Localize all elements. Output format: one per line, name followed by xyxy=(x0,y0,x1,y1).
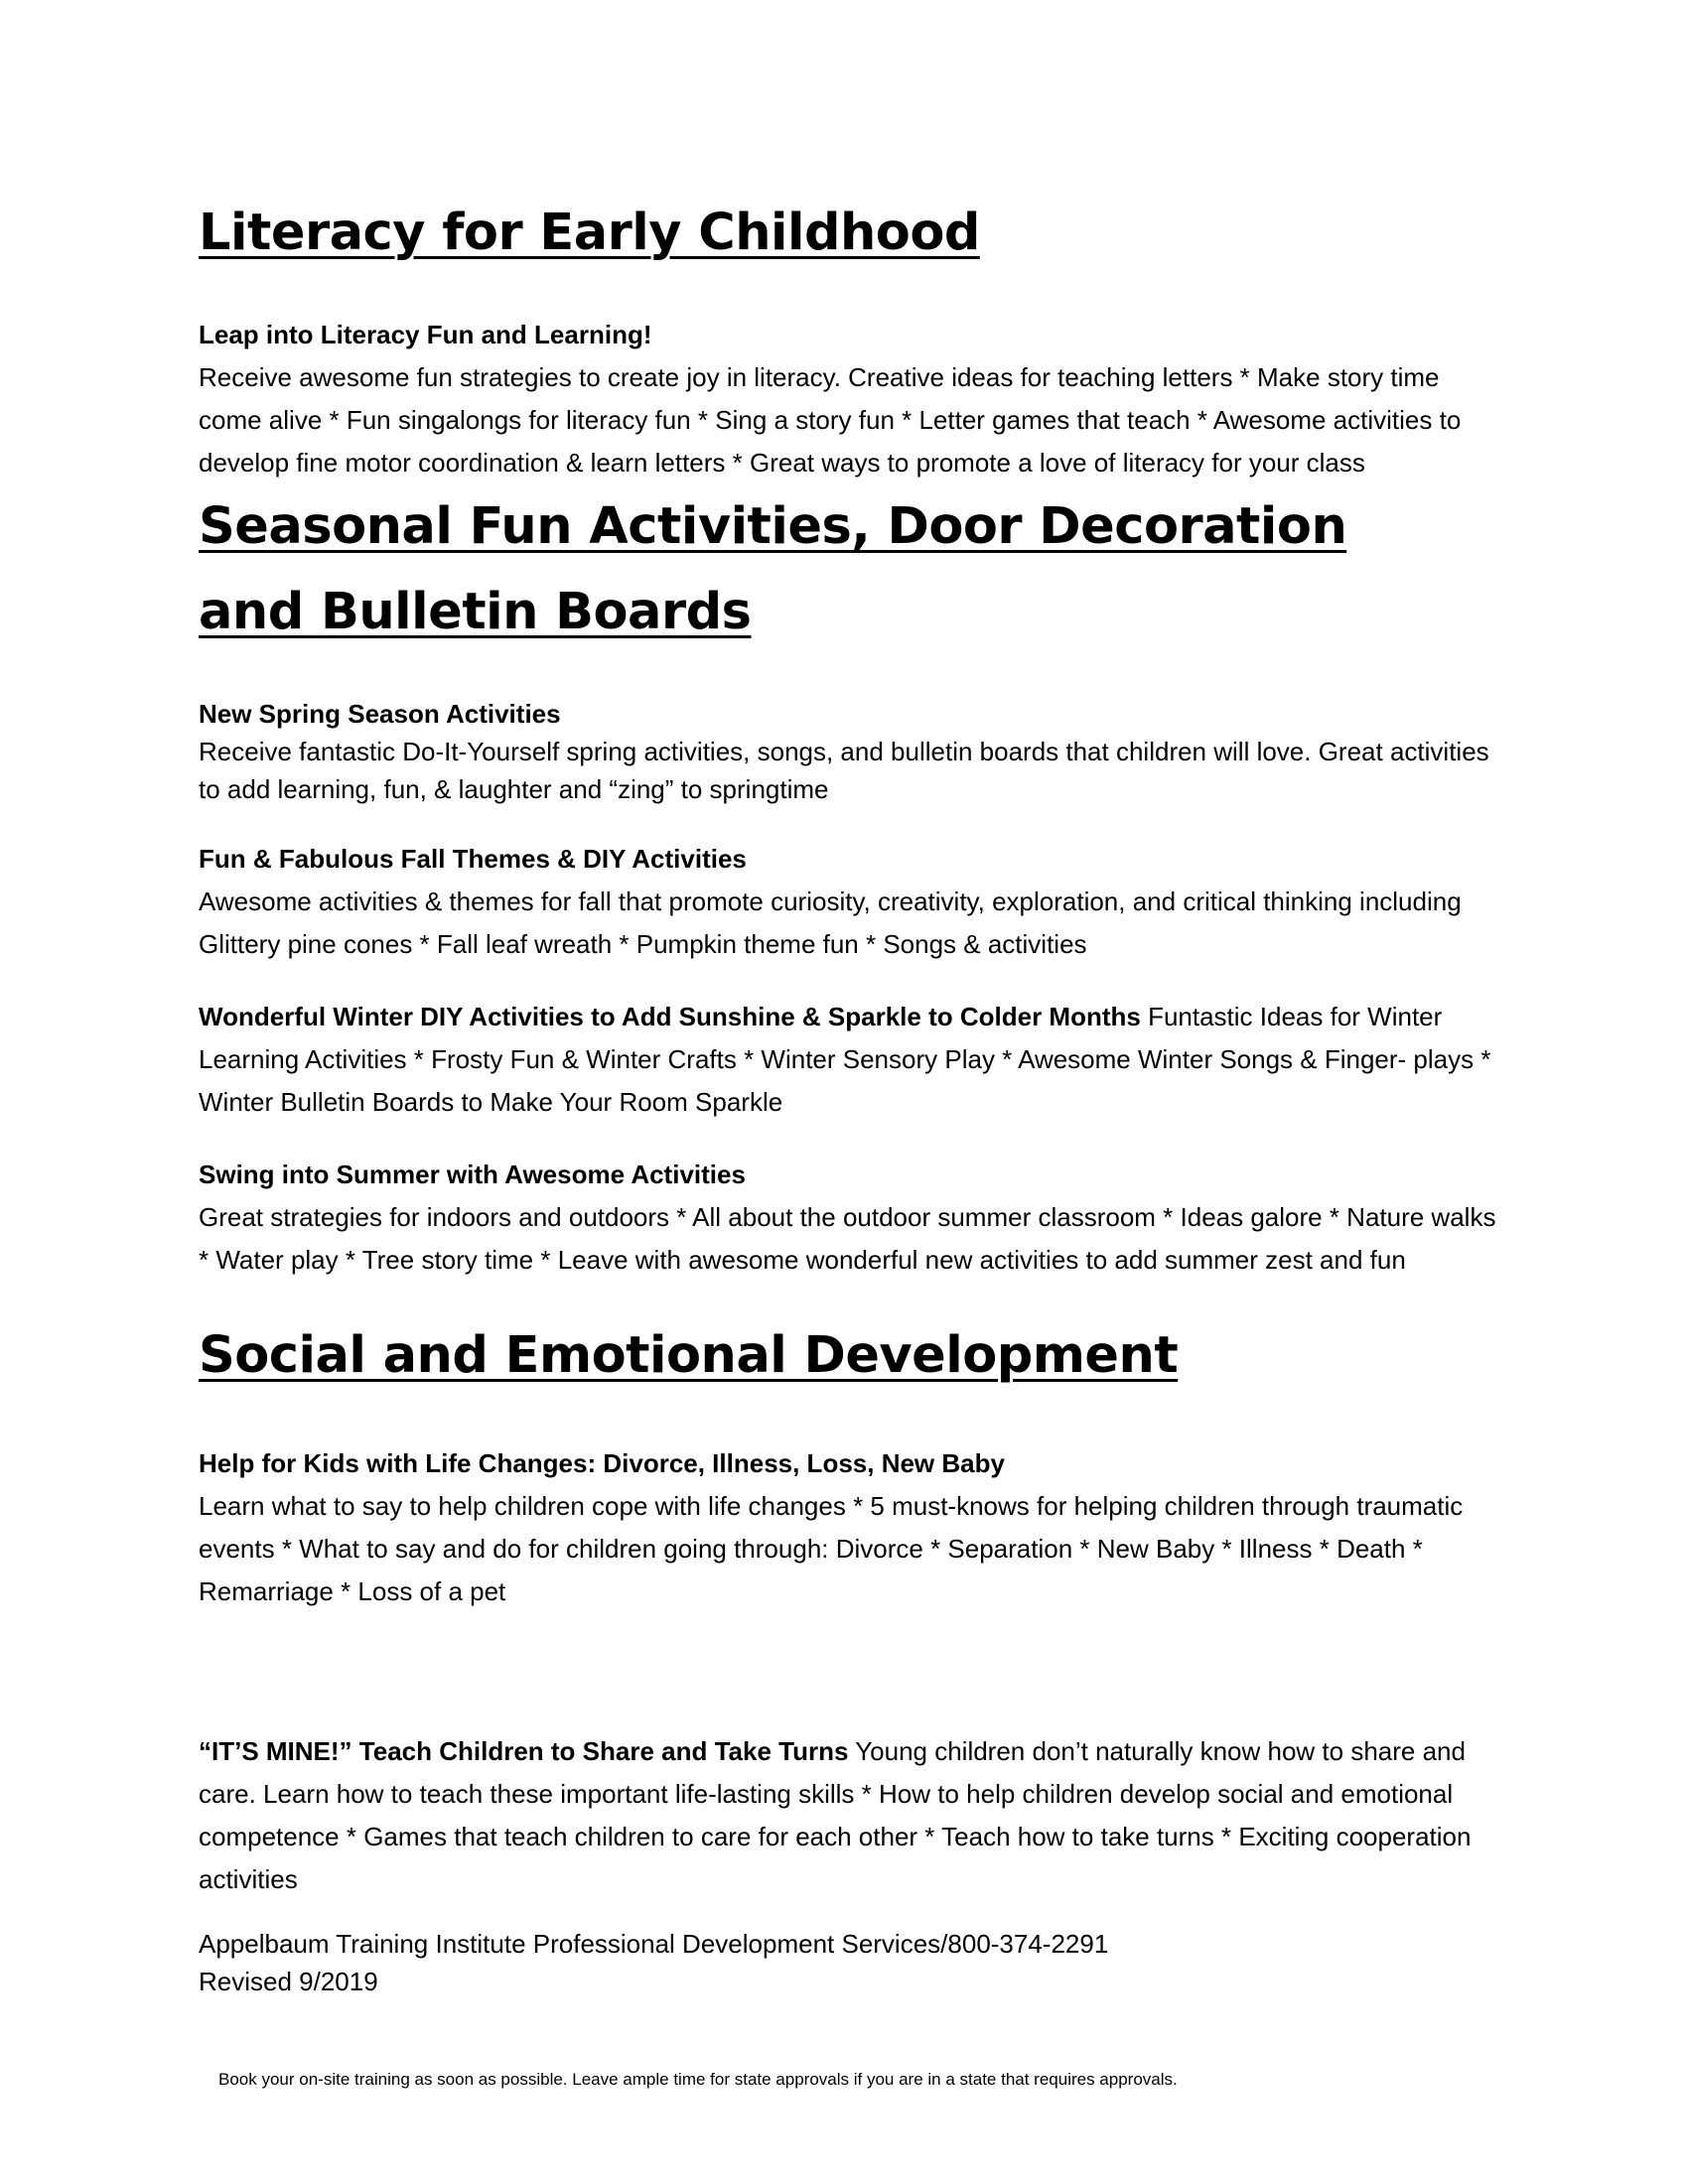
entry-heading: Help for Kids with Life Changes: Divorce, Illness, Loss, New Baby xyxy=(199,1448,1005,1478)
entry-heading: Wonderful Winter DIY Activities to Add Sunshine & Sparkle to Colder Months xyxy=(199,1002,1141,1031)
section-title-literacy: Literacy for Early Childhood xyxy=(199,204,980,262)
entry-body: Receive fantastic Do-It-Yourself spring activities, songs, and bulletin boards that children will love. Great activities to add learning, fun, & laughter and “zing” to springtime xyxy=(199,737,1489,804)
entry-body: Great strategies for indoors and outdoors * All about the outdoor summer classroom * Ideas galore * Nature walks * Water play * Tree story time * Leave with awesome wonderful new activities to add summer zest and fun xyxy=(199,1202,1496,1275)
section-title-social: Social and Emotional Development xyxy=(199,1326,1179,1385)
entry-heading: “IT’S MINE!” Teach Children to Share and Take Turns xyxy=(199,1736,849,1766)
document-page xyxy=(199,189,1509,2000)
entry-body: Young children don’t naturally know how to share and care. Learn how to teach these important life-lasting skills * How to help children develop social and emotional competence * Games that teach children to care for each other * Teach how to take turns * Exciting cooperation activities xyxy=(199,1736,1472,1894)
entry-heading: New Spring Season Activities xyxy=(199,699,561,729)
entry-summer xyxy=(199,1154,1509,1282)
entry-heading: Leap into Literacy Fun and Learning! xyxy=(199,320,652,349)
footer-revised: Revised 9/2019 xyxy=(199,1967,378,1996)
entry-body: Learn what to say to help children cope with life changes * 5 must-knows for helping children through traumatic events * What to say and do for children going through: Divorce * Separation * New Baby * Illness * Death * Remarriage * Loss of a pet xyxy=(199,1491,1464,1606)
entry-heading: Swing into Summer with Awesome Activities xyxy=(199,1160,746,1189)
footer-organization: Appelbaum Training Institute Professional Development Services/800-374-2291 xyxy=(199,1929,1109,1959)
section-title-seasonal: Seasonal Fun Activities, Door Decoration and Bulletin Boards xyxy=(199,497,1347,641)
entry-spring xyxy=(199,695,1509,808)
entry-its-mine xyxy=(199,1730,1509,1901)
entry-life-changes xyxy=(199,1442,1509,1613)
entry-body: Awesome activities & themes for fall that promote curiosity, creativity, exploration, and critical thinking including Glittery pine cones * Fall leaf wreath * Pumpkin theme fun * Songs & activities xyxy=(199,887,1462,959)
footer-contact xyxy=(199,1925,1509,2000)
entry-body: Funtastic Ideas for Winter Learning Activities * Frosty Fun & Winter Crafts * Winter Sensory Play * Awesome Winter Songs & Finger- plays * Winter Bulletin Boards to Make Your Room Sparkle xyxy=(199,1002,1491,1117)
entry-literacy-fun xyxy=(199,314,1509,484)
entry-winter xyxy=(199,996,1509,1124)
footer-note: Book your on-site training as soon as possible. Leave ample time for state approvals if you are in a state that requires approvals. xyxy=(218,2070,1178,2089)
entry-body: Receive awesome fun strategies to create joy in literacy. Creative ideas for teaching letters * Make story time come alive * Fun singalongs for literacy fun * Sing a story fun * Letter games that teach * Awesome activities to develop fine motor coordination & learn letters * Great ways to promote a love of literacy for your class xyxy=(199,362,1462,478)
entry-fall xyxy=(199,838,1509,966)
entry-heading: Fun & Fabulous Fall Themes & DIY Activities xyxy=(199,844,747,874)
